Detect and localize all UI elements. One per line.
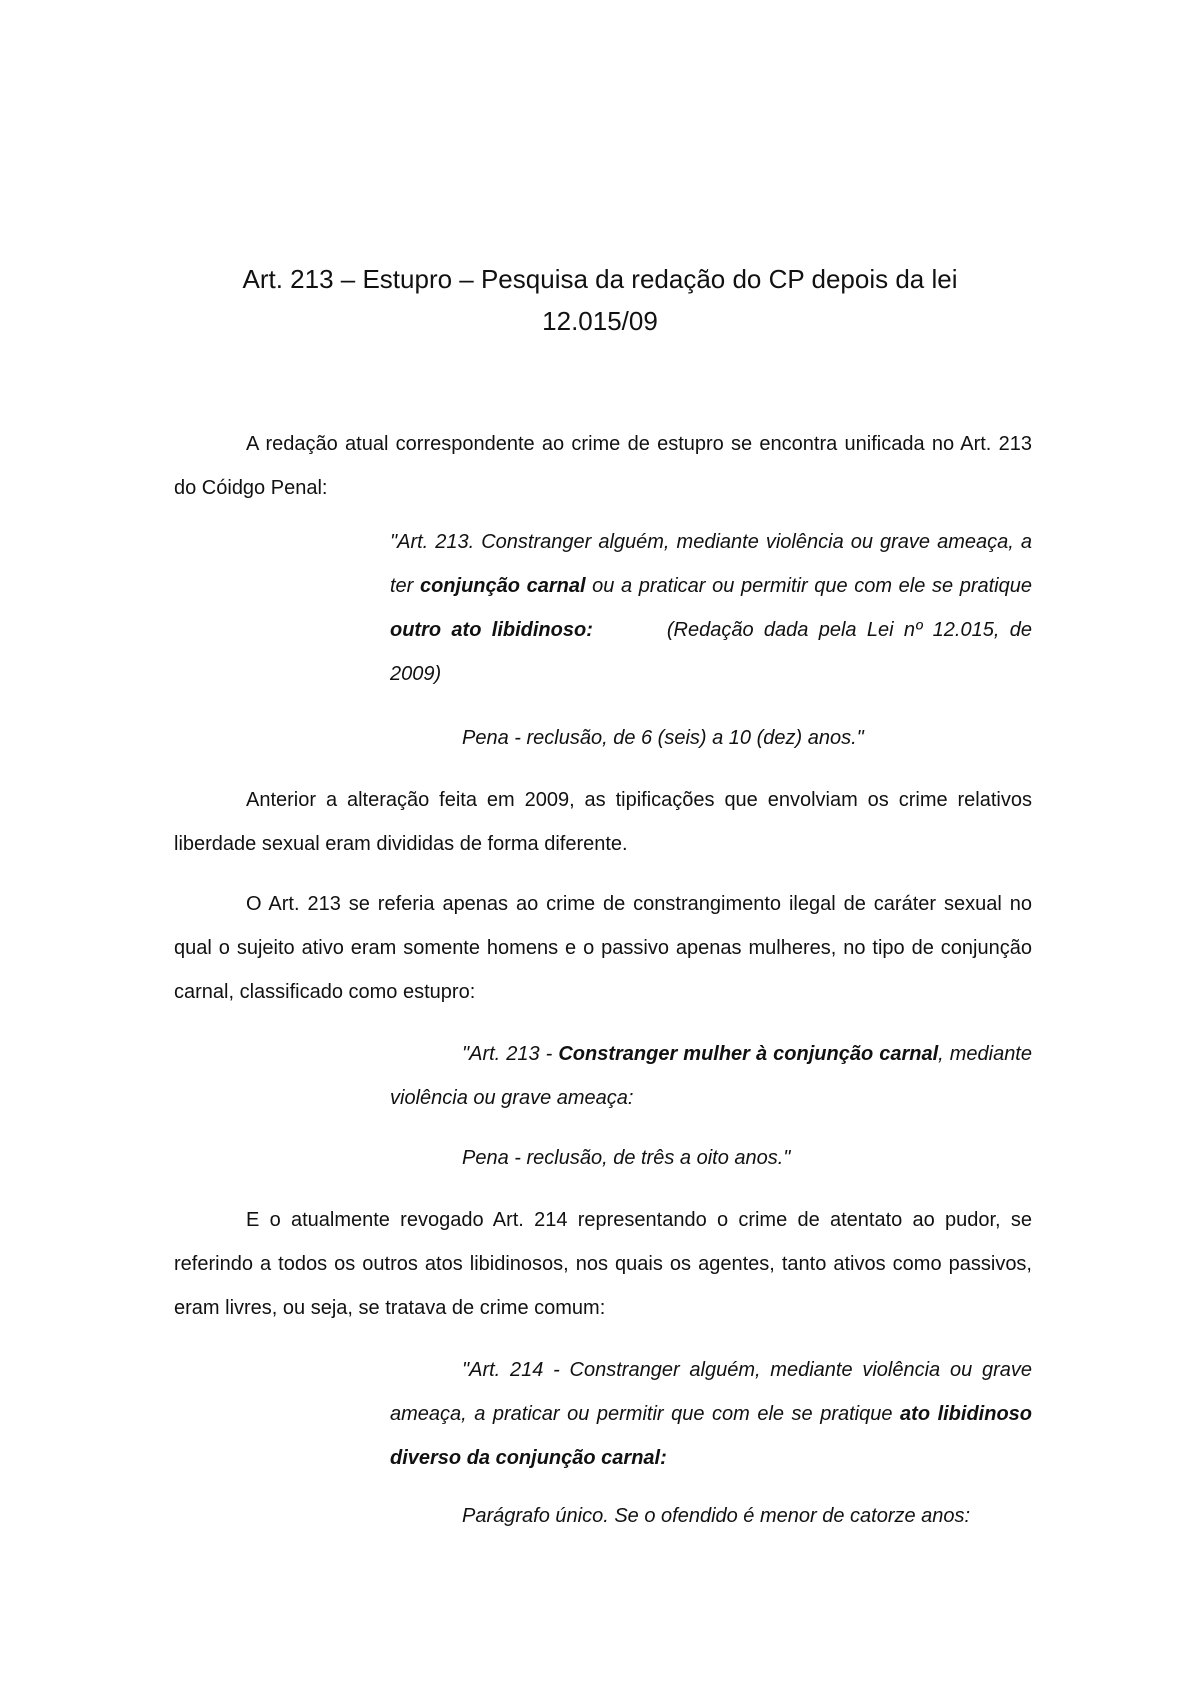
paragraph-1-text: A redação atual correspondente ao crime de estupro se encontra unificada no Art. 213 do Cóidgo Penal: [174, 433, 1032, 499]
quote-1-redacao: (Redação dada pela Lei nº 12.015, de 2009) [390, 619, 1032, 685]
quote-1-bold-ato: outro ato libidinoso: [390, 619, 593, 641]
quote-2-text-a: "Art. 213 - [462, 1043, 559, 1065]
paragraph-4 [174, 1198, 1032, 1330]
quote-1-text-a: "Art. 213. Constranger alguém, mediante violência ou grave ameaça, a ter [390, 531, 1032, 597]
title-line-1: Art. 213 – Estupro – Pesquisa da redação do CP depois da lei [242, 264, 958, 294]
paragraph-2 [174, 778, 1032, 866]
quote-art-213-current [390, 520, 1032, 696]
paragraph-4-text: E o atualmente revogado Art. 214 representando o crime de atentato ao pudor, se referindo a todos os outros atos libidinosos, nos quais os agentes, tanto ativos como passivos, eram livres, ou seja, se tratava de crime comum: [174, 1209, 1032, 1319]
quote-art-214 [390, 1348, 1032, 1480]
quote-3-bold: ato libidinoso diverso da conjunção carnal: [390, 1403, 1032, 1469]
quote-2-bold: Constranger mulher à conjunção carnal [558, 1043, 939, 1065]
paragraph-2-text: Anterior a alteração feita em 2009, as tipificações que envolviam os crime relativos liberdade sexual eram divididas de forma diferente. [174, 789, 1032, 855]
quote-2-pena: Pena - reclusão, de três a oito anos." [462, 1147, 791, 1169]
quote-3-paragrafo: Parágrafo único. Se o ofendido é menor de catorze anos: [462, 1505, 971, 1527]
quote-1-text-c: ou a praticar ou permitir que com ele se pratique [585, 575, 1032, 597]
title-line-2: 12.015/09 [542, 306, 658, 336]
quote-art-213-old [390, 1032, 1032, 1120]
paragraph-1 [174, 422, 1032, 510]
quote-3-text-a: "Art. 214 - Constranger alguém, mediante violência ou grave ameaça, a praticar ou permitir que com ele se pratique [390, 1359, 1032, 1425]
quote-2-text-c: , mediante violência ou grave ameaça: [390, 1043, 1032, 1109]
document-title [170, 258, 1030, 342]
quote-1-bold-conjuncao: conjunção carnal [419, 575, 586, 597]
paragraph-3 [174, 882, 1032, 1014]
paragraph-3-text: O Art. 213 se referia apenas ao crime de constrangimento ilegal de caráter sexual no qual o sujeito ativo eram somente homens e o passivo apenas mulheres, no tipo de conjunção carnal, classificado como estupro: [174, 893, 1032, 1003]
quote-1-pena: Pena - reclusão, de 6 (seis) a 10 (dez) anos." [462, 727, 864, 749]
